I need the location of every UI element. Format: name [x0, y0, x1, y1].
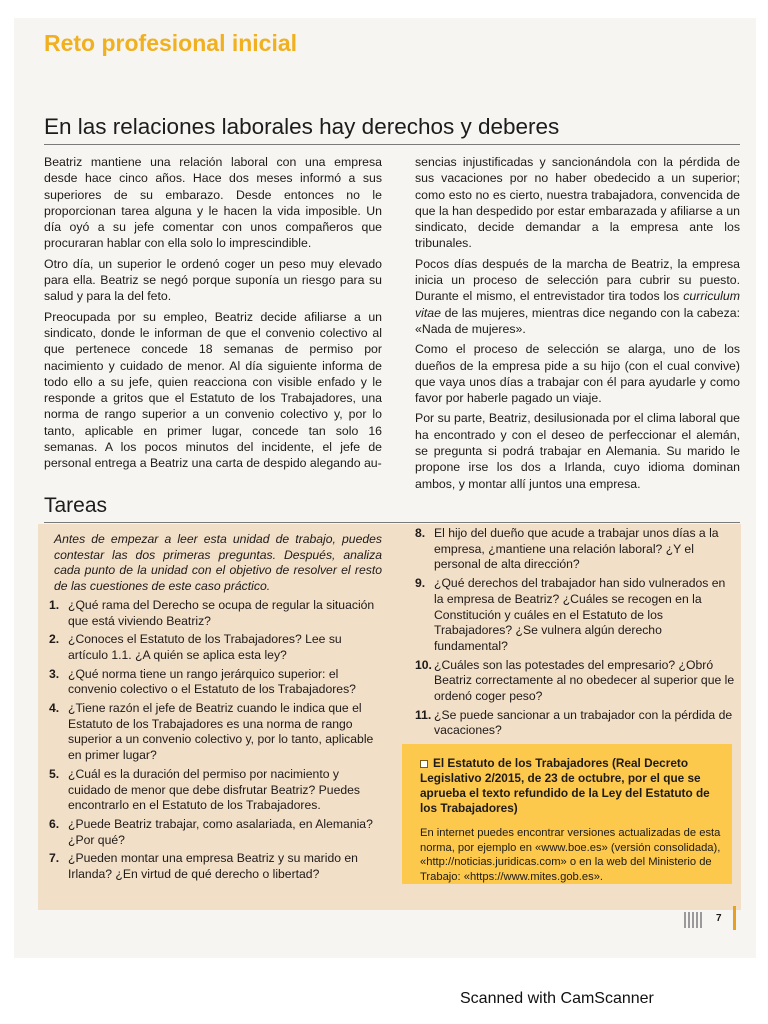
- task-number: 7.: [49, 851, 60, 866]
- story-paragraph: Por su parte, Beatriz, desilusionada por el clima laboral que ha encontrado y con el deseo de perfeccionar el alemán, se pregunta si podrá trabajar en Alemania. Su marido le propone irse los dos a Irlanda, cuyo idioma dominan ambos, y montar allí juntos una empresa.: [415, 411, 740, 491]
- info-box: [402, 744, 732, 884]
- task-item: [49, 666, 382, 698]
- task-text: ¿Conoces el Estatuto de los Trabajadores? Lee su artículo 1.1. ¿A quién se aplica esta ley?: [68, 632, 342, 662]
- page-accent-bar: [733, 906, 736, 930]
- square-bullet-icon: [420, 760, 428, 768]
- task-item: [49, 766, 382, 814]
- page-decoration-bars-icon: [682, 908, 712, 932]
- task-number: 5.: [49, 766, 60, 781]
- task-text: ¿Cuál es la duración del permiso por nacimiento y cuidado de menor que debe disfrutar Beatriz? Puedes encontrarlo en el Estatuto de los Trabajadores.: [68, 766, 361, 813]
- task-text: ¿Se puede sancionar a un trabajador con la pérdida de vacaciones?: [434, 707, 733, 738]
- task-text: ¿Qué derechos del trabajador han sido vulnerados en la empresa de Beatriz? ¿Cuáles se recogen en la Constitución y cuáles en el Estatuto de los Trabajadores? ¿Se vulnera algún derecho fundamental?: [434, 576, 726, 653]
- task-number: 6.: [49, 816, 60, 831]
- tasks-intro: Antes de empezar a leer esta unidad de trabajo, puedes contestar las dos primeras preguntas. Después, analiza cada punto de la unidad con el objetivo de resolver el resto de las cuestiones de este caso práctico.: [54, 532, 382, 594]
- task-list: [49, 597, 382, 883]
- tasks-rule: [44, 522, 740, 523]
- story-paragraph: Otro día, un superior le ordenó coger un peso muy elevado para ella. Beatriz se negó porque suponía un riesgo para su salud y para la del feto.: [44, 256, 382, 304]
- story-paragraph: sencias injustificadas y sancionándola con la pérdida de sus vacaciones por no haber obedecido a un superior; como esto no es cierto, nuestra trabajadora, convencida de que la han despedido por estar embarazada y afiliarse a un sindicato, decide demandar a la empresa ante los tribunales.: [415, 155, 740, 251]
- info-box-title-text: El Estatuto de los Trabajadores (Real Decreto Legislativo 2/2015, de 23 de octubre, por el que se aprueba el texto refundido de la Ley del Estatuto de los Trabajadores): [420, 756, 710, 815]
- italic-term: curriculum vitae: [415, 289, 740, 320]
- task-item: [415, 707, 736, 739]
- task-text: ¿Tiene razón el jefe de Beatriz cuando le indica que el Estatuto de los Trabajadores es una norma de rango superior a un convenio colectivo y, por lo tanto, aplicable en primer lugar?: [68, 701, 374, 763]
- task-number: 3.: [49, 666, 60, 681]
- story-paragraph: Como el proceso de selección se alarga, uno de los dueños de la empresa pide a su hijo (con el cual convive) que vaya unos días a trabajar con él para ayudarle y como favor por haberle pagado un viaje.: [415, 342, 740, 406]
- text-segment: de las mujeres, mientras dice negando con la cabeza: «Nada de mujeres».: [415, 305, 740, 336]
- text-segment: Pocos días después de la marcha de Beatriz, la empresa inicia un proceso de selección para cubrir su puesto. Durante el mismo, el entrevistador tira todos los: [415, 256, 740, 304]
- story-left-column: [44, 154, 382, 476]
- task-text: ¿Qué norma tiene un rango jerárquico superior: el convenio colectivo o el Estatuto de los Trabajadores?: [68, 666, 356, 697]
- task-number: 9.: [415, 576, 426, 591]
- task-text: ¿Pueden montar una empresa Beatriz y su marido en Irlanda? ¿En virtud de qué derecho o libertad?: [68, 851, 358, 882]
- task-text: ¿Puede Beatriz trabajar, como asalariada, en Alemania? ¿Por qué?: [68, 816, 373, 847]
- story-paragraph: Beatriz mantiene una relación laboral con una empresa desde hace cinco años. Hace dos meses informó a sus superiores de su embarazo. Desde entonces no le proporcionan tarea alguna y le hacen la vida imposible. Un día oyó a su jefe comentar con unos compañeros que procuraran hablar con ella solo lo imprescindible.: [44, 155, 382, 251]
- task-item: [415, 657, 736, 705]
- task-item: [415, 526, 736, 573]
- task-number: 10.: [415, 657, 432, 672]
- section-title: Reto profesional inicial: [44, 30, 298, 56]
- task-item: [415, 576, 736, 655]
- task-item: [49, 701, 382, 764]
- task-number: 1.: [49, 597, 60, 612]
- task-item: [49, 632, 382, 663]
- task-list: [415, 526, 736, 739]
- story-paragraph: Preocupada por su empleo, Beatriz decide afiliarse a un sindicato, donde le informan de que el convenio colectivo al que pertenece concede 18 semanas de permiso por nacimiento y cuidado de menor. Al día siguiente informa de todo ello a su jefe, quien reacciona con visible enfado y le responde a gritos que el Estatuto de los Trabajadores, una norma de rango superior a un convenio colectivo y, por lo tanto, aplicable en primer lugar, concede tan solo 16 semanas. A los pocos minutos del incidente, el jefe de personal entrega a Beatriz una carta de despido alegando au-: [44, 309, 382, 471]
- scanner-watermark: Scanned with CamScanner: [460, 990, 654, 1007]
- task-item: [49, 816, 382, 848]
- task-text: El hijo del dueño que acude a trabajar unos días a la empresa, ¿mantiene una relación laboral? ¿Y el personal de alta dirección?: [434, 526, 719, 572]
- tasks-right-column: [415, 526, 736, 742]
- info-box-text: En internet puedes encontrar versiones actualizadas de esta norma, por ejemplo en «www.boe.es» (versión consolidada), «http://noticias.juridicas.com» o en la web del Ministerio de Trabajo: «https://www.mites.gob.es».: [420, 827, 721, 883]
- page-number: 7: [716, 913, 722, 924]
- task-text: ¿Cuáles son las potestades del empresario? ¿Obró Beatriz correctamente al no obedecer al superior que le ordenó coger peso?: [434, 657, 735, 704]
- task-number: 8.: [415, 526, 426, 540]
- task-number: 4.: [49, 701, 60, 716]
- tasks-heading: Tareas: [44, 494, 108, 517]
- main-heading: En las relaciones laborales hay derechos y deberes: [44, 114, 560, 139]
- task-item: [49, 851, 382, 882]
- task-item: [49, 597, 382, 629]
- story-paragraph: [415, 256, 740, 337]
- tasks-left-column: [49, 532, 382, 886]
- task-number: 11.: [415, 707, 432, 722]
- story-right-column: [415, 154, 740, 496]
- show-through-text: [300, 58, 740, 118]
- info-box-title: [420, 756, 722, 816]
- task-number: 2.: [49, 632, 60, 647]
- heading-rule: [44, 144, 740, 145]
- task-text: ¿Qué rama del Derecho se ocupa de regular la situación que está viviendo Beatriz?: [68, 597, 375, 628]
